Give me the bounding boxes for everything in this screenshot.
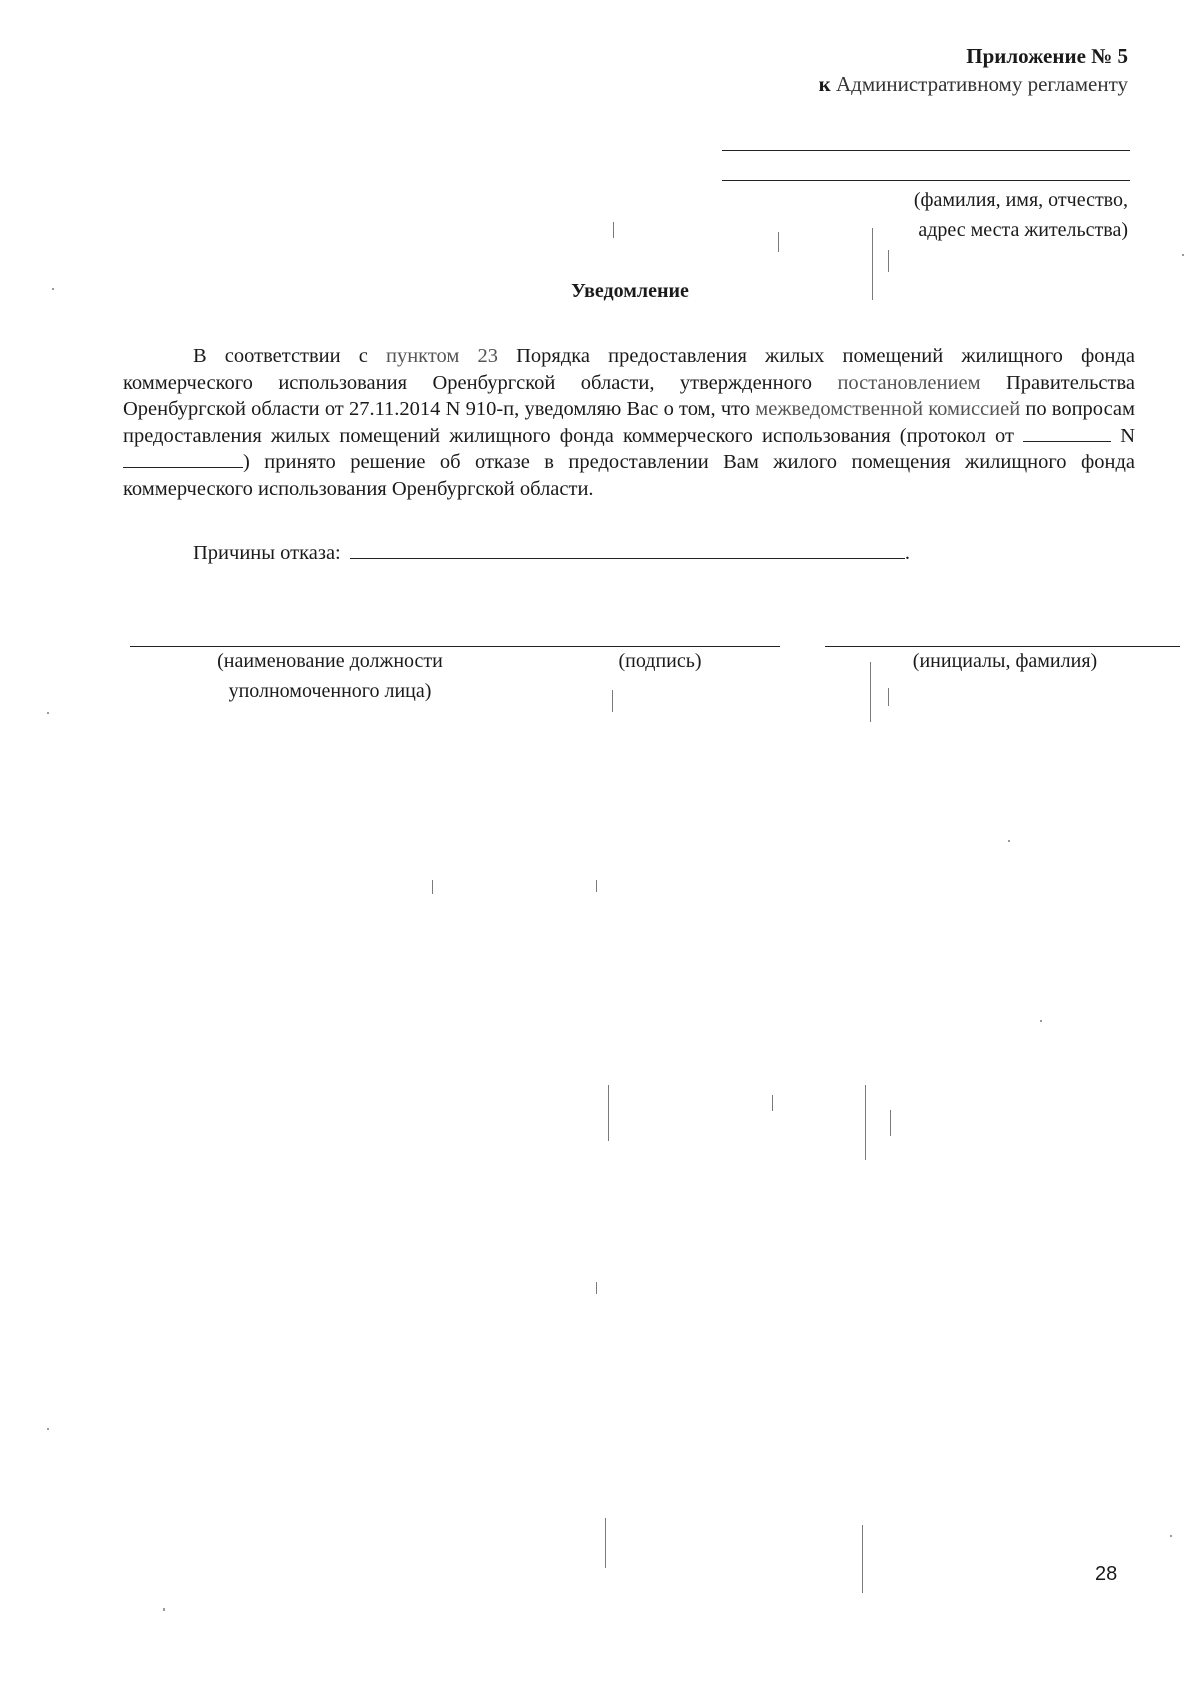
document-title: Уведомление (571, 280, 689, 302)
scan-artifact-line (596, 1282, 597, 1294)
scan-artifact-line (888, 250, 889, 272)
scan-artifact-line (612, 690, 613, 712)
protocol-date-blank (1023, 423, 1111, 442)
body-text-part: Правительства Оренбургской области от 27.11.2014 N 910-п, уведомляю Вас о том, что (123, 371, 1135, 420)
body-text-part: ) принято решение об отказе в предоставлении Вам жилого помещения жилищного фонда коммерческого использования Оренбургской области. (123, 451, 1135, 500)
scan-artifact-line (862, 1525, 863, 1593)
scan-artifact-line (608, 1085, 609, 1141)
scan-artifact-speck (1040, 1020, 1042, 1022)
scan-artifact-speck (1008, 840, 1010, 842)
name-caption: (инициалы, фамилия) (912, 650, 1098, 672)
scan-artifact-speck (1170, 1535, 1172, 1537)
scan-artifact-line (872, 228, 873, 300)
body-text-part: по вопросам предоставления жилых помещений жилищного фонда коммерческого использования (протокол от (123, 398, 1135, 447)
position-caption-line-1: (наименование должности (217, 650, 443, 672)
scan-artifact-line (605, 1518, 606, 1568)
scan-artifact-speck (47, 1428, 49, 1430)
addressee-line-1 (722, 150, 1130, 151)
page-number: 28 (1095, 1563, 1118, 1585)
scan-artifact-speck (47, 712, 49, 714)
notice-body (123, 343, 1135, 502)
addressee-caption (914, 185, 1128, 245)
protocol-number-blank (123, 449, 243, 468)
clause-reference: пунктом 23 (385, 345, 498, 367)
body-text-part: В соответствии с (193, 345, 386, 367)
scan-artifact-speck (163, 1608, 165, 1611)
addressee-line-2 (722, 180, 1130, 181)
position-caption (160, 646, 500, 706)
reasons-label: Причины отказа: (193, 542, 341, 564)
scan-artifact-line (888, 688, 889, 706)
addressee-caption-line-2: адрес места жительства) (918, 219, 1128, 241)
body-text-part: Порядка предоставления жилых помещений жилищного фонда коммерческого использования Оренбургской области, утвержденного (123, 345, 1135, 394)
scan-artifact-line (778, 232, 779, 252)
reasons-blank (350, 540, 905, 559)
appendix-title: Приложение № 5 (966, 44, 1128, 68)
scan-artifact-speck (1182, 254, 1184, 256)
scan-artifact-line (890, 1110, 891, 1136)
scan-artifact-line (432, 880, 433, 894)
body-text-part: N (1111, 424, 1136, 447)
scan-artifact-line (772, 1095, 773, 1111)
position-caption-line-2: уполномоченного лица) (228, 680, 432, 702)
appendix-target: Административному регламенту (835, 72, 1128, 96)
appendix-subtitle (819, 72, 1128, 97)
scan-artifact-line (865, 1085, 866, 1160)
commission-reference: межведомственной комиссией (755, 398, 1021, 420)
reasons-end: . (904, 542, 911, 564)
signature-caption: (подпись) (618, 650, 702, 672)
reasons-row (193, 540, 910, 565)
appendix-prefix: к (818, 72, 831, 96)
scan-artifact-line (613, 222, 614, 238)
notice-paragraph (123, 343, 1135, 502)
addressee-caption-line-1: (фамилия, имя, отчество, (913, 189, 1128, 211)
scan-artifact-speck (52, 288, 54, 290)
resolution-reference: постановлением (837, 371, 981, 394)
scan-artifact-line (596, 880, 597, 892)
scan-artifact-line (870, 662, 871, 722)
